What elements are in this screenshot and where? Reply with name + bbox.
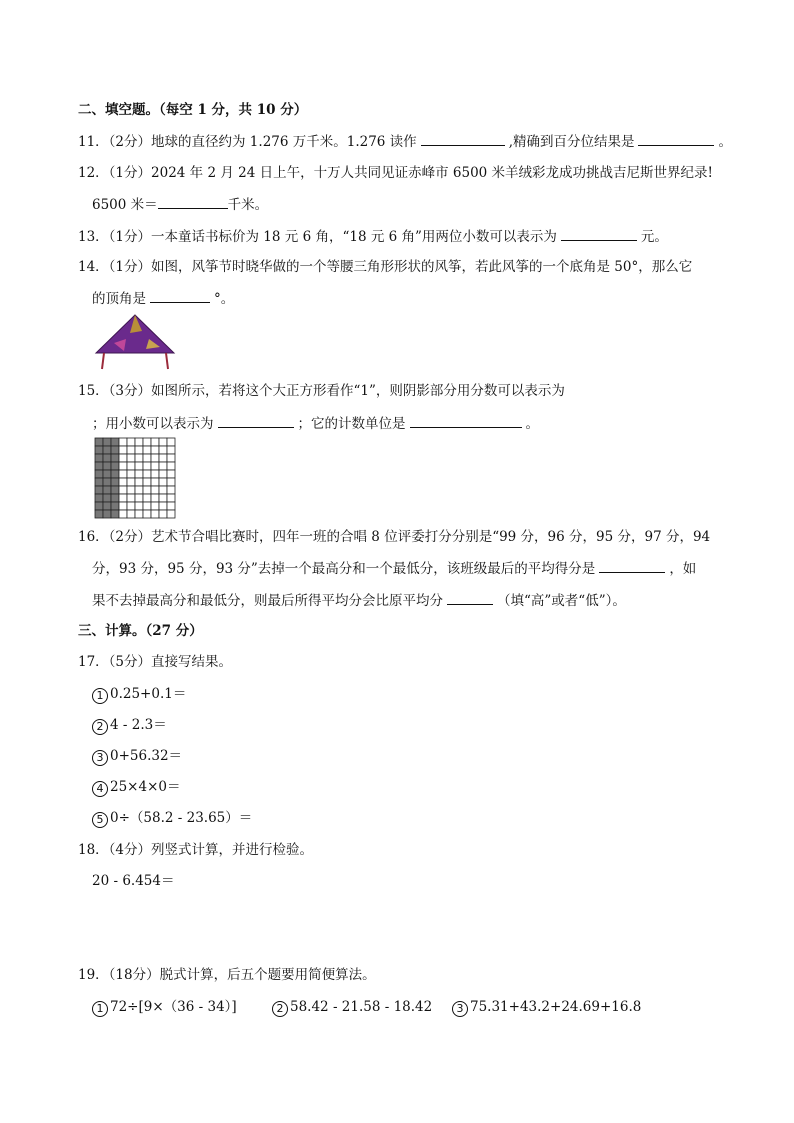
grid-cell [127, 470, 135, 478]
grid-cell [143, 454, 151, 462]
grid-cell [119, 478, 127, 486]
grid-cell-shaded [111, 454, 119, 462]
q11-end: 。 [718, 134, 732, 150]
grid-cell-shaded [95, 494, 103, 502]
grid-cell [143, 462, 151, 470]
q19-item [92, 997, 237, 1017]
question-16-line-2 [92, 558, 696, 579]
grid-cell [119, 462, 127, 470]
grid-cell [143, 446, 151, 454]
grid-cell [151, 502, 159, 510]
q19-item-number: 1 [92, 1001, 108, 1017]
kite-tail-left [102, 353, 104, 369]
q17-item-number: 3 [92, 750, 108, 766]
q17-item-text: 0.25+0.1＝ [110, 686, 187, 702]
grid-cell-shaded [103, 510, 111, 518]
grid-cell [159, 478, 167, 486]
grid-cell [135, 446, 143, 454]
q17-item [92, 746, 182, 766]
grid-cell [127, 438, 135, 446]
grid-cell [151, 446, 159, 454]
q19-item [272, 997, 432, 1017]
grid-cell-shaded [95, 470, 103, 478]
grid-cell-shaded [103, 486, 111, 494]
grid-cell [119, 502, 127, 510]
grid-cell [151, 462, 159, 470]
grid-cell-shaded [103, 478, 111, 486]
grid-cell [127, 446, 135, 454]
grid-cell-shaded [103, 470, 111, 478]
q16-blank-average[interactable] [599, 558, 665, 573]
grid-cell [151, 470, 159, 478]
q15-part-b: ；它的计数单位是 [297, 416, 406, 432]
grid-cell [151, 494, 159, 502]
grid-cell-shaded [111, 510, 119, 518]
grid-cell [151, 454, 159, 462]
q17-item-number: 2 [92, 719, 108, 735]
q12-prefix: 6500 米＝ [92, 197, 158, 213]
q15-blank-decimal[interactable] [218, 413, 294, 428]
grid-cell-shaded [95, 486, 103, 494]
q17-item-number: 5 [92, 812, 108, 828]
question-16-line-1: 16．（2分）艺术节合唱比赛时，四年一班的合唱 8 位评委打分分别是“99 分，96 分，95 分，97 分，94 [78, 529, 711, 545]
q17-item [92, 715, 167, 735]
question-19-title: 19．（18分）脱式计算，后五个题要用简便算法。 [78, 967, 376, 983]
grid-cell [167, 470, 175, 478]
hundred-grid [94, 437, 176, 519]
grid-cell [151, 510, 159, 518]
grid-cell [143, 510, 151, 518]
grid-cell-shaded [95, 478, 103, 486]
q17-item [92, 808, 252, 828]
q11-blank-2[interactable] [638, 131, 714, 146]
section-3-title: 三、计算。（27 分） [78, 623, 203, 639]
q17-item-text: 0+56.32＝ [110, 748, 183, 764]
grid-cell [167, 510, 175, 518]
grid-cell-shaded [95, 454, 103, 462]
q19-item-number: 3 [452, 1001, 468, 1017]
grid-cell [167, 494, 175, 502]
q15-part-c: 。 [525, 416, 539, 432]
grid-cell [151, 478, 159, 486]
question-12-line-2 [92, 194, 268, 215]
grid-cell-shaded [95, 510, 103, 518]
grid-cell [167, 486, 175, 494]
grid-cell [119, 486, 127, 494]
grid-cell-shaded [111, 462, 119, 470]
grid-cell [127, 486, 135, 494]
grid-cell-shaded [95, 438, 103, 446]
q14-blank[interactable] [150, 288, 210, 303]
q19-item [452, 997, 641, 1017]
q16-part-d: （填“高”或者“低”）。 [497, 593, 626, 609]
grid-cell [143, 470, 151, 478]
q19-item-text: 58.42 - 21.58 - 18.42 [290, 999, 433, 1015]
grid-cell-shaded [111, 470, 119, 478]
grid-cell [119, 510, 127, 518]
question-18-expression: 20 - 6.454＝ [92, 873, 175, 889]
grid-cell-shaded [103, 494, 111, 502]
grid-cell [151, 438, 159, 446]
grid-cell [119, 494, 127, 502]
grid-cell-shaded [103, 454, 111, 462]
grid-cell [143, 478, 151, 486]
section-2-title: 二、填空题。（每空 1 分，共 10 分） [78, 102, 308, 118]
grid-cell [159, 438, 167, 446]
grid-cell [119, 470, 127, 478]
grid-cell [143, 494, 151, 502]
q13-text: 13．（1分）一本童话书标价为 18 元 6 角，“18 元 6 角”用两位小数可以表示为 [78, 229, 557, 245]
kite-tail-right [166, 353, 168, 369]
grid-cell [135, 462, 143, 470]
q17-item-text: 0÷（58.2 - 23.65）＝ [110, 810, 253, 826]
grid-cell [167, 502, 175, 510]
q19-item-text: 72÷[9×（36 - 34）] [110, 999, 237, 1015]
grid-cell [159, 502, 167, 510]
q16-part-b: ，如 [669, 561, 697, 577]
grid-cell [143, 438, 151, 446]
grid-cell [167, 446, 175, 454]
q19-item-text: 75.31+43.2+24.69+16.8 [470, 999, 642, 1015]
q13-blank[interactable] [561, 226, 637, 241]
q11-text: 11．（2分）地球的直径约为 1.276 万千米。1.276 读作 [78, 134, 417, 150]
q11-blank-1[interactable] [421, 131, 505, 146]
question-14-line-1: 14．（1分）如图，风筝节时晓华做的一个等腰三角形形状的风筝，若此风筝的一个底角是 50°，那么它 [78, 259, 693, 275]
grid-cell [127, 510, 135, 518]
grid-cell [127, 454, 135, 462]
q15-part-a: ；用小数可以表示为 [92, 416, 214, 432]
q14-suffix: °。 [214, 291, 235, 307]
q17-item-text: 25×4×0＝ [110, 779, 181, 795]
grid-cell [143, 486, 151, 494]
grid-cell [167, 454, 175, 462]
q16-part-a: 分，93 分，95 分，93 分”去掉一个最高分和一个最低分，该班级最后的平均得分是 [92, 561, 596, 577]
grid-cell-shaded [111, 446, 119, 454]
q11-mid: ,精确到百分位结果是 [508, 134, 635, 150]
grid-cell [119, 446, 127, 454]
grid-cell [135, 478, 143, 486]
grid-cell [143, 502, 151, 510]
q13-end: 元。 [640, 229, 668, 245]
grid-cell [159, 470, 167, 478]
q17-item-number: 1 [92, 688, 108, 704]
q14-prefix: 的顶角是 [92, 291, 146, 307]
grid-cell [135, 502, 143, 510]
grid-cell-shaded [111, 478, 119, 486]
grid-cell-shaded [111, 502, 119, 510]
question-12-line-1: 12．（1分）2024 年 2 月 24 日上午，十万人共同见证赤峰市 6500 米羊绒彩龙成功挑战吉尼斯世界纪录! [78, 165, 713, 181]
kite-image [94, 313, 176, 371]
grid-cell [159, 494, 167, 502]
question-11 [78, 131, 732, 152]
grid-cell [135, 454, 143, 462]
grid-cell [135, 494, 143, 502]
q19-item-number: 2 [272, 1001, 288, 1017]
grid-cell [127, 494, 135, 502]
question-17-title: 17．（5分）直接写结果。 [78, 654, 233, 670]
grid-cell [119, 454, 127, 462]
grid-cell-shaded [103, 438, 111, 446]
grid-cell [135, 438, 143, 446]
grid-cell [135, 470, 143, 478]
q12-blank[interactable] [158, 194, 228, 209]
grid-cell [135, 510, 143, 518]
q17-item-text: 4 - 2.3＝ [110, 717, 167, 733]
grid-cell-shaded [111, 486, 119, 494]
grid-cell-shaded [111, 438, 119, 446]
grid-cell [119, 438, 127, 446]
question-13 [78, 226, 668, 247]
grid-cell [159, 510, 167, 518]
question-16-line-3 [92, 590, 626, 611]
grid-cell-shaded [103, 502, 111, 510]
q16-part-c: 果不去掉最高分和最低分，则最后所得平均分会比原平均分 [92, 593, 443, 609]
grid-cell [159, 454, 167, 462]
question-15-line-1: 15．（3分）如图所示，若将这个大正方形看作“1”，则阴影部分用分数可以表示为 [78, 383, 565, 399]
grid-cell-shaded [95, 502, 103, 510]
grid-cell [135, 486, 143, 494]
grid-cell [159, 446, 167, 454]
grid-cell [127, 478, 135, 486]
grid-cell [167, 462, 175, 470]
grid-cell [159, 462, 167, 470]
q17-item [92, 684, 186, 704]
grid-cell-shaded [103, 446, 111, 454]
grid-cell [167, 478, 175, 486]
grid-cell [127, 502, 135, 510]
grid-cell-shaded [111, 494, 119, 502]
question-18-title: 18．（4分）列竖式计算，并进行检验。 [78, 842, 314, 858]
grid-cell-shaded [95, 462, 103, 470]
grid-cell-shaded [103, 462, 111, 470]
q17-item [92, 777, 180, 797]
q17-item-number: 4 [92, 781, 108, 797]
q12-suffix: 千米。 [227, 197, 269, 213]
question-15-line-2 [92, 413, 539, 434]
grid-cell [151, 486, 159, 494]
grid-cell [159, 486, 167, 494]
question-14-line-2 [92, 288, 234, 309]
q15-blank-unit[interactable] [410, 413, 522, 428]
grid-cell [127, 462, 135, 470]
grid-cell-shaded [95, 446, 103, 454]
grid-cell [167, 438, 175, 446]
q16-blank-compare[interactable] [447, 590, 493, 605]
